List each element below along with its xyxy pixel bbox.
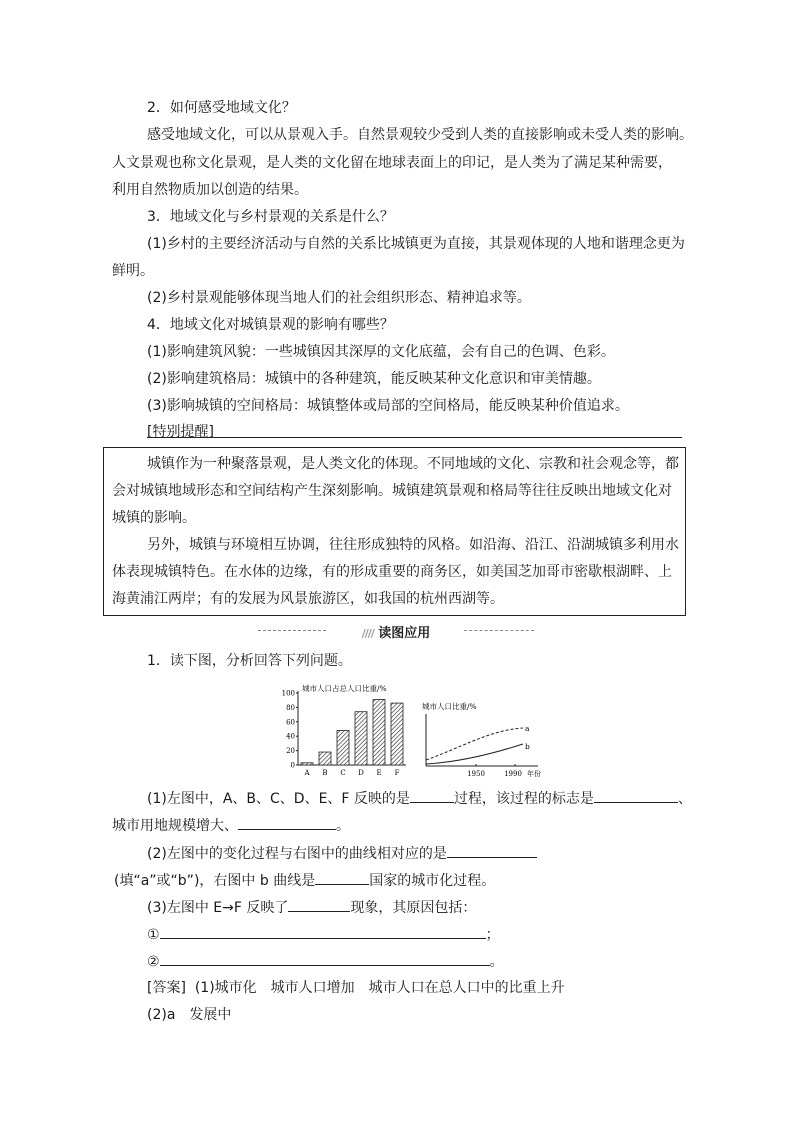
tip-line: 城镇的影响。 xyxy=(112,510,196,526)
tip-line: 城镇作为一种聚落景观，是人类文化的体现。不同地域的文化、宗教和社会观念等，都 xyxy=(147,456,679,472)
bar-E xyxy=(373,699,385,765)
x-tick-label: A xyxy=(304,769,310,777)
reason-1: ① ； xyxy=(147,924,500,945)
x-tick-label: E xyxy=(376,769,382,777)
x-tick-label: B xyxy=(322,769,328,777)
q3-item-1: (1)乡村的主要经济活动与自然的关系比城镇更为直接，其景观体现的人地和谐理念更为 xyxy=(147,236,685,252)
q3-item-2: (2)乡村景观能够体现当地人们的社会组织形态、精神追求等。 xyxy=(147,290,531,306)
answer-line-1 xyxy=(147,978,565,998)
answer-blank[interactable] xyxy=(594,788,678,803)
x-tick-label: D xyxy=(358,769,364,777)
bar-chart xyxy=(278,682,410,778)
q4-item-1: (1)影响建筑风貌：一些城镇因其深厚的文化底蕴，会有自己的色调、色彩。 xyxy=(147,344,615,360)
slash-decoration-icon: //// xyxy=(361,627,374,640)
reason-2: ② 。 xyxy=(147,951,504,972)
answer-blank[interactable] xyxy=(160,951,490,966)
answer-label: [答案] xyxy=(147,980,186,996)
tip-rule xyxy=(147,437,682,438)
bar-F xyxy=(391,703,403,765)
y-tick-label: 0 xyxy=(290,761,295,770)
exercise-question: 1．读下图，分析回答下列问题。 xyxy=(147,653,352,669)
q4-title: 4．地域文化对城镇景观的影响有哪些？ xyxy=(147,317,394,333)
q2-paragraph-line: 感受地域文化，可以从景观入手。自然景观较少受到人类的直接影响或未受人类的影响。 xyxy=(147,127,693,143)
q2-title: 2．如何感受地域文化？ xyxy=(147,100,296,116)
chart-title: 城市人口比重/% xyxy=(422,702,477,711)
series-a-line xyxy=(426,728,523,760)
tip-line: 体表现城镇特色。在水体的边缘，有的形成重要的商务区，如美国芝加哥市密歇根湖畔、上 xyxy=(112,564,672,580)
subquestion-2-cont: (填“a”或“b”)，右图中 b 曲线是 国家的城市化过程。 xyxy=(114,870,495,891)
answer-blank[interactable] xyxy=(447,843,537,858)
bar-B xyxy=(319,752,331,765)
section-header xyxy=(258,622,534,640)
answer-blank[interactable] xyxy=(315,870,369,885)
answer-line-2: (2)a 发展中 xyxy=(147,1007,232,1023)
x-tick-label: 1990 xyxy=(504,770,522,778)
chart-title: 城市人口占总人口比重/% xyxy=(302,684,387,693)
tip-label: [特别提醒] xyxy=(147,424,214,440)
subquestion-2: (2)左图中的变化过程与右图中的曲线相对应的是 xyxy=(147,843,537,864)
q2-paragraph-line: 利用自然物质加以创造的结果。 xyxy=(112,182,308,198)
section-title: 读图应用 xyxy=(378,626,431,641)
q2-paragraph-line: 人文景观也称文化景观，是人类的文化留在地球表面上的印记，是人类为了满足某种需要， xyxy=(112,155,672,171)
subquestion-1-cont: 城市用地规模增大、 。 xyxy=(112,815,350,836)
subquestion-3: (3)左图中 E→F 反映了 现象，其原因包括： xyxy=(147,897,476,918)
x-axis-label: 年份 xyxy=(527,770,541,778)
x-tick-label: 1950 xyxy=(467,770,485,778)
x-tick-label: F xyxy=(394,769,400,777)
answer-blank[interactable] xyxy=(410,788,454,803)
answer-blank[interactable] xyxy=(288,897,350,912)
answer-blank[interactable] xyxy=(238,815,336,830)
tip-line: 另外，城镇与环境相互协调，往往形成独特的风格。如沿海、沿江、沿湖城镇多利用水 xyxy=(147,537,679,553)
q3-item-1-cont: 鲜明。 xyxy=(112,263,154,279)
q3-title: 3．地域文化与乡村景观的关系是什么？ xyxy=(147,209,394,225)
subquestion-1: (1)左图中，A、B、C、D、E、F 反映的是 过程，该过程的标志是 、 xyxy=(147,788,692,809)
tip-line: 海黄浦江两岸；有的发展为风景旅游区，如我国的杭州西湖等。 xyxy=(112,591,504,607)
y-tick-label: 20 xyxy=(286,747,295,756)
bar-C xyxy=(337,730,349,765)
series-a-label: a xyxy=(525,724,530,733)
bar-D xyxy=(355,712,367,765)
answer-text: (1)城市化 城市人口增加 城市人口在总人口中的比重上升 xyxy=(194,980,565,996)
q4-item-3: (3)影响城镇的空间格局：城镇整体或局部的空间格局，能反映某种价值追求。 xyxy=(147,398,629,414)
y-tick-label: 100 xyxy=(281,689,295,698)
y-tick-label: 40 xyxy=(286,732,295,741)
q4-item-2: (2)影响建筑格局：城镇中的各种建筑，能反映某种文化意识和审美情趣。 xyxy=(147,371,601,387)
tip-line: 会对城镇地域形态和空间结构产生深刻影响。城镇建筑景观和格局等往往反映出地域文化对 xyxy=(112,483,672,499)
answer-blank[interactable] xyxy=(160,924,486,939)
line-chart xyxy=(420,696,544,778)
series-b-label: b xyxy=(525,742,530,751)
y-tick-label: 80 xyxy=(286,703,295,712)
x-tick-label: C xyxy=(340,769,346,777)
bar-A xyxy=(301,763,313,765)
y-tick-label: 60 xyxy=(286,718,295,727)
